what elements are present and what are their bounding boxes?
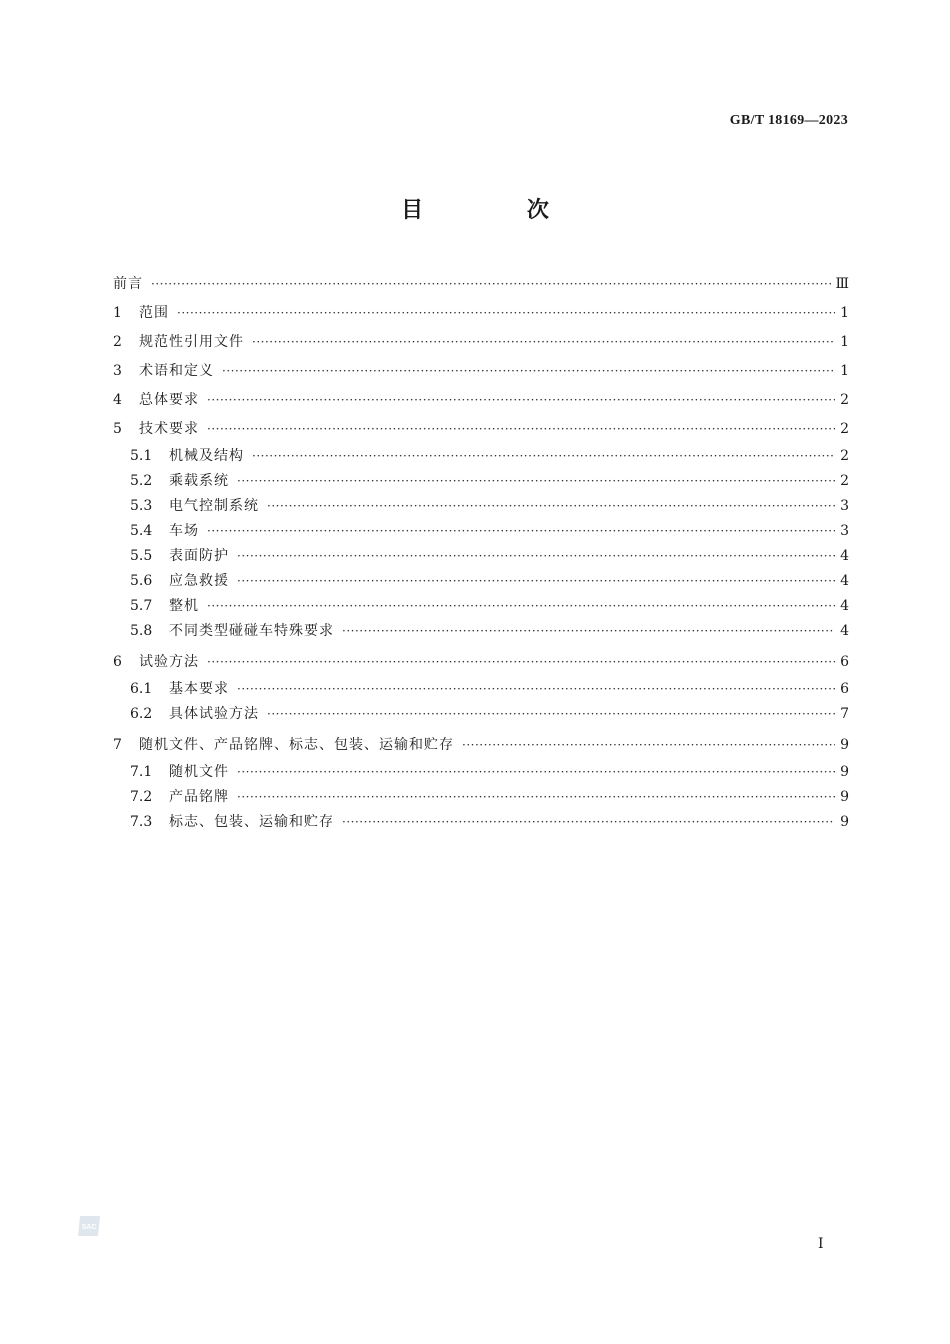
toc-entry-label: 乘载系统: [169, 473, 229, 489]
toc-entry[interactable]: [113, 594, 849, 619]
toc-entry-label: 车场: [169, 523, 199, 539]
toc-entry-label: 前言: [113, 276, 143, 292]
toc-entry-number: 7: [113, 737, 122, 753]
toc-entry-page: 3: [840, 523, 849, 539]
toc-entry-page: 6: [840, 681, 849, 697]
toc-entry-page: 1: [840, 363, 849, 379]
toc-leader-dots: [237, 469, 835, 494]
toc-leader-dots: [252, 444, 835, 469]
toc-leader-dots: [237, 544, 835, 569]
toc-entry-label: 具体试验方法: [169, 706, 259, 722]
toc-entry-page: 4: [840, 548, 849, 564]
toc-entry-page: 2: [840, 448, 849, 464]
toc-entry-number: 5.6: [130, 573, 153, 589]
toc-entry[interactable]: [113, 619, 849, 644]
toc-entry-number: 5.7: [130, 598, 153, 614]
toc-leader-dots: [252, 328, 835, 357]
toc-entry[interactable]: [113, 386, 849, 415]
toc-entry[interactable]: [113, 444, 849, 469]
toc-entry-page: 9: [840, 814, 849, 830]
toc-entry[interactable]: [113, 677, 849, 702]
footer-page-number: I: [818, 1236, 824, 1252]
toc-leader-dots: [222, 357, 835, 386]
toc-entry-page: 4: [840, 598, 849, 614]
toc-leader-dots: [267, 494, 835, 519]
toc-leader-dots: [151, 270, 833, 299]
svg-text:SAC: SAC: [81, 1224, 97, 1231]
toc-entry-page: 9: [840, 789, 849, 805]
toc-leader-dots: [207, 386, 835, 415]
toc-entry[interactable]: [113, 648, 849, 677]
toc-entry[interactable]: [113, 299, 849, 328]
toc-entry-number: 5.2: [130, 473, 153, 489]
toc-entry-page: 2: [840, 473, 849, 489]
toc-entry[interactable]: [113, 270, 849, 299]
toc-entry-label: 表面防护: [169, 548, 229, 564]
toc-entry-label: 随机文件、产品铭牌、标志、包装、运输和贮存: [139, 737, 454, 753]
toc-entry-number: 5.1: [130, 448, 153, 464]
toc-leader-dots: [237, 569, 835, 594]
toc-entry[interactable]: [113, 702, 849, 727]
toc-entry-page: 2: [840, 421, 849, 437]
toc-entry[interactable]: [113, 494, 849, 519]
toc-entry-number: 5.8: [130, 623, 153, 639]
toc-leader-dots: [207, 415, 835, 444]
toc-entry-number: 7.3: [130, 814, 153, 830]
toc-entry[interactable]: [113, 810, 849, 835]
toc-entry-number: 4: [113, 392, 122, 408]
toc-entry-number: 6.2: [130, 706, 153, 722]
toc-entry-label: 应急救援: [169, 573, 229, 589]
toc-entry-label: 技术要求: [139, 421, 199, 437]
toc-entry-number: 6: [113, 654, 122, 670]
toc-leader-dots: [237, 785, 835, 810]
toc-entry[interactable]: [113, 469, 849, 494]
toc-entry-label: 基本要求: [169, 681, 229, 697]
toc-leader-dots: [207, 519, 835, 544]
toc-leader-dots: [237, 677, 835, 702]
toc-leader-dots: [462, 731, 835, 760]
table-of-contents: [113, 270, 849, 835]
toc-entry-label: 术语和定义: [139, 363, 214, 379]
toc-entry-number: 5.5: [130, 548, 153, 564]
toc-entry-page: Ⅲ: [835, 276, 849, 292]
toc-entry[interactable]: [113, 415, 849, 444]
toc-leader-dots: [267, 702, 835, 727]
toc-entry-number: 7.1: [130, 764, 153, 780]
toc-entry-label: 整机: [169, 598, 199, 614]
toc-entry-label: 范围: [139, 305, 169, 321]
toc-entry[interactable]: [113, 544, 849, 569]
toc-entry-number: 3: [113, 363, 122, 379]
toc-entry-page: 2: [840, 392, 849, 408]
toc-entry-page: 1: [840, 334, 849, 350]
toc-entry-label: 电气控制系统: [169, 498, 259, 514]
toc-entry-page: 6: [840, 654, 849, 670]
toc-leader-dots: [342, 619, 835, 644]
toc-entry-label: 随机文件: [169, 764, 229, 780]
toc-entry[interactable]: [113, 731, 849, 760]
toc-entry-number: 5: [113, 421, 122, 437]
toc-entry-page: 9: [840, 764, 849, 780]
toc-entry[interactable]: [113, 328, 849, 357]
toc-leader-dots: [207, 648, 835, 677]
toc-entry-number: 2: [113, 334, 122, 350]
toc-entry-label: 规范性引用文件: [139, 334, 244, 350]
toc-entry[interactable]: [113, 785, 849, 810]
toc-entry-label: 不同类型碰碰车特殊要求: [169, 623, 334, 639]
toc-entry-number: 1: [113, 305, 122, 321]
toc-leader-dots: [237, 760, 835, 785]
toc-entry-page: 3: [840, 498, 849, 514]
toc-entry-label: 试验方法: [139, 654, 199, 670]
toc-entry[interactable]: [113, 569, 849, 594]
toc-entry-page: 4: [840, 623, 849, 639]
toc-entry-label: 产品铭牌: [169, 789, 229, 805]
toc-leader-dots: [177, 299, 835, 328]
standard-code: GB/T 18169—2023: [729, 113, 848, 128]
toc-leader-dots: [342, 810, 835, 835]
toc-entry[interactable]: [113, 357, 849, 386]
toc-entry-number: 6.1: [130, 681, 153, 697]
toc-entry-page: 4: [840, 573, 849, 589]
toc-entry-number: 5.4: [130, 523, 153, 539]
toc-entry-page: 1: [840, 305, 849, 321]
toc-entry[interactable]: [113, 519, 849, 544]
toc-entry[interactable]: [113, 760, 849, 785]
page-title: 目 次: [401, 197, 597, 223]
toc-entry-label: 标志、包装、运输和贮存: [169, 814, 334, 830]
toc-entry-label: 总体要求: [139, 392, 199, 408]
toc-entry-page: 9: [840, 737, 849, 753]
toc-entry-number: 7.2: [130, 789, 153, 805]
toc-entry-number: 5.3: [130, 498, 153, 514]
toc-entry-label: 机械及结构: [169, 448, 244, 464]
sac-logo: [76, 1214, 102, 1238]
toc-leader-dots: [207, 594, 835, 619]
toc-entry-page: 7: [840, 706, 849, 722]
